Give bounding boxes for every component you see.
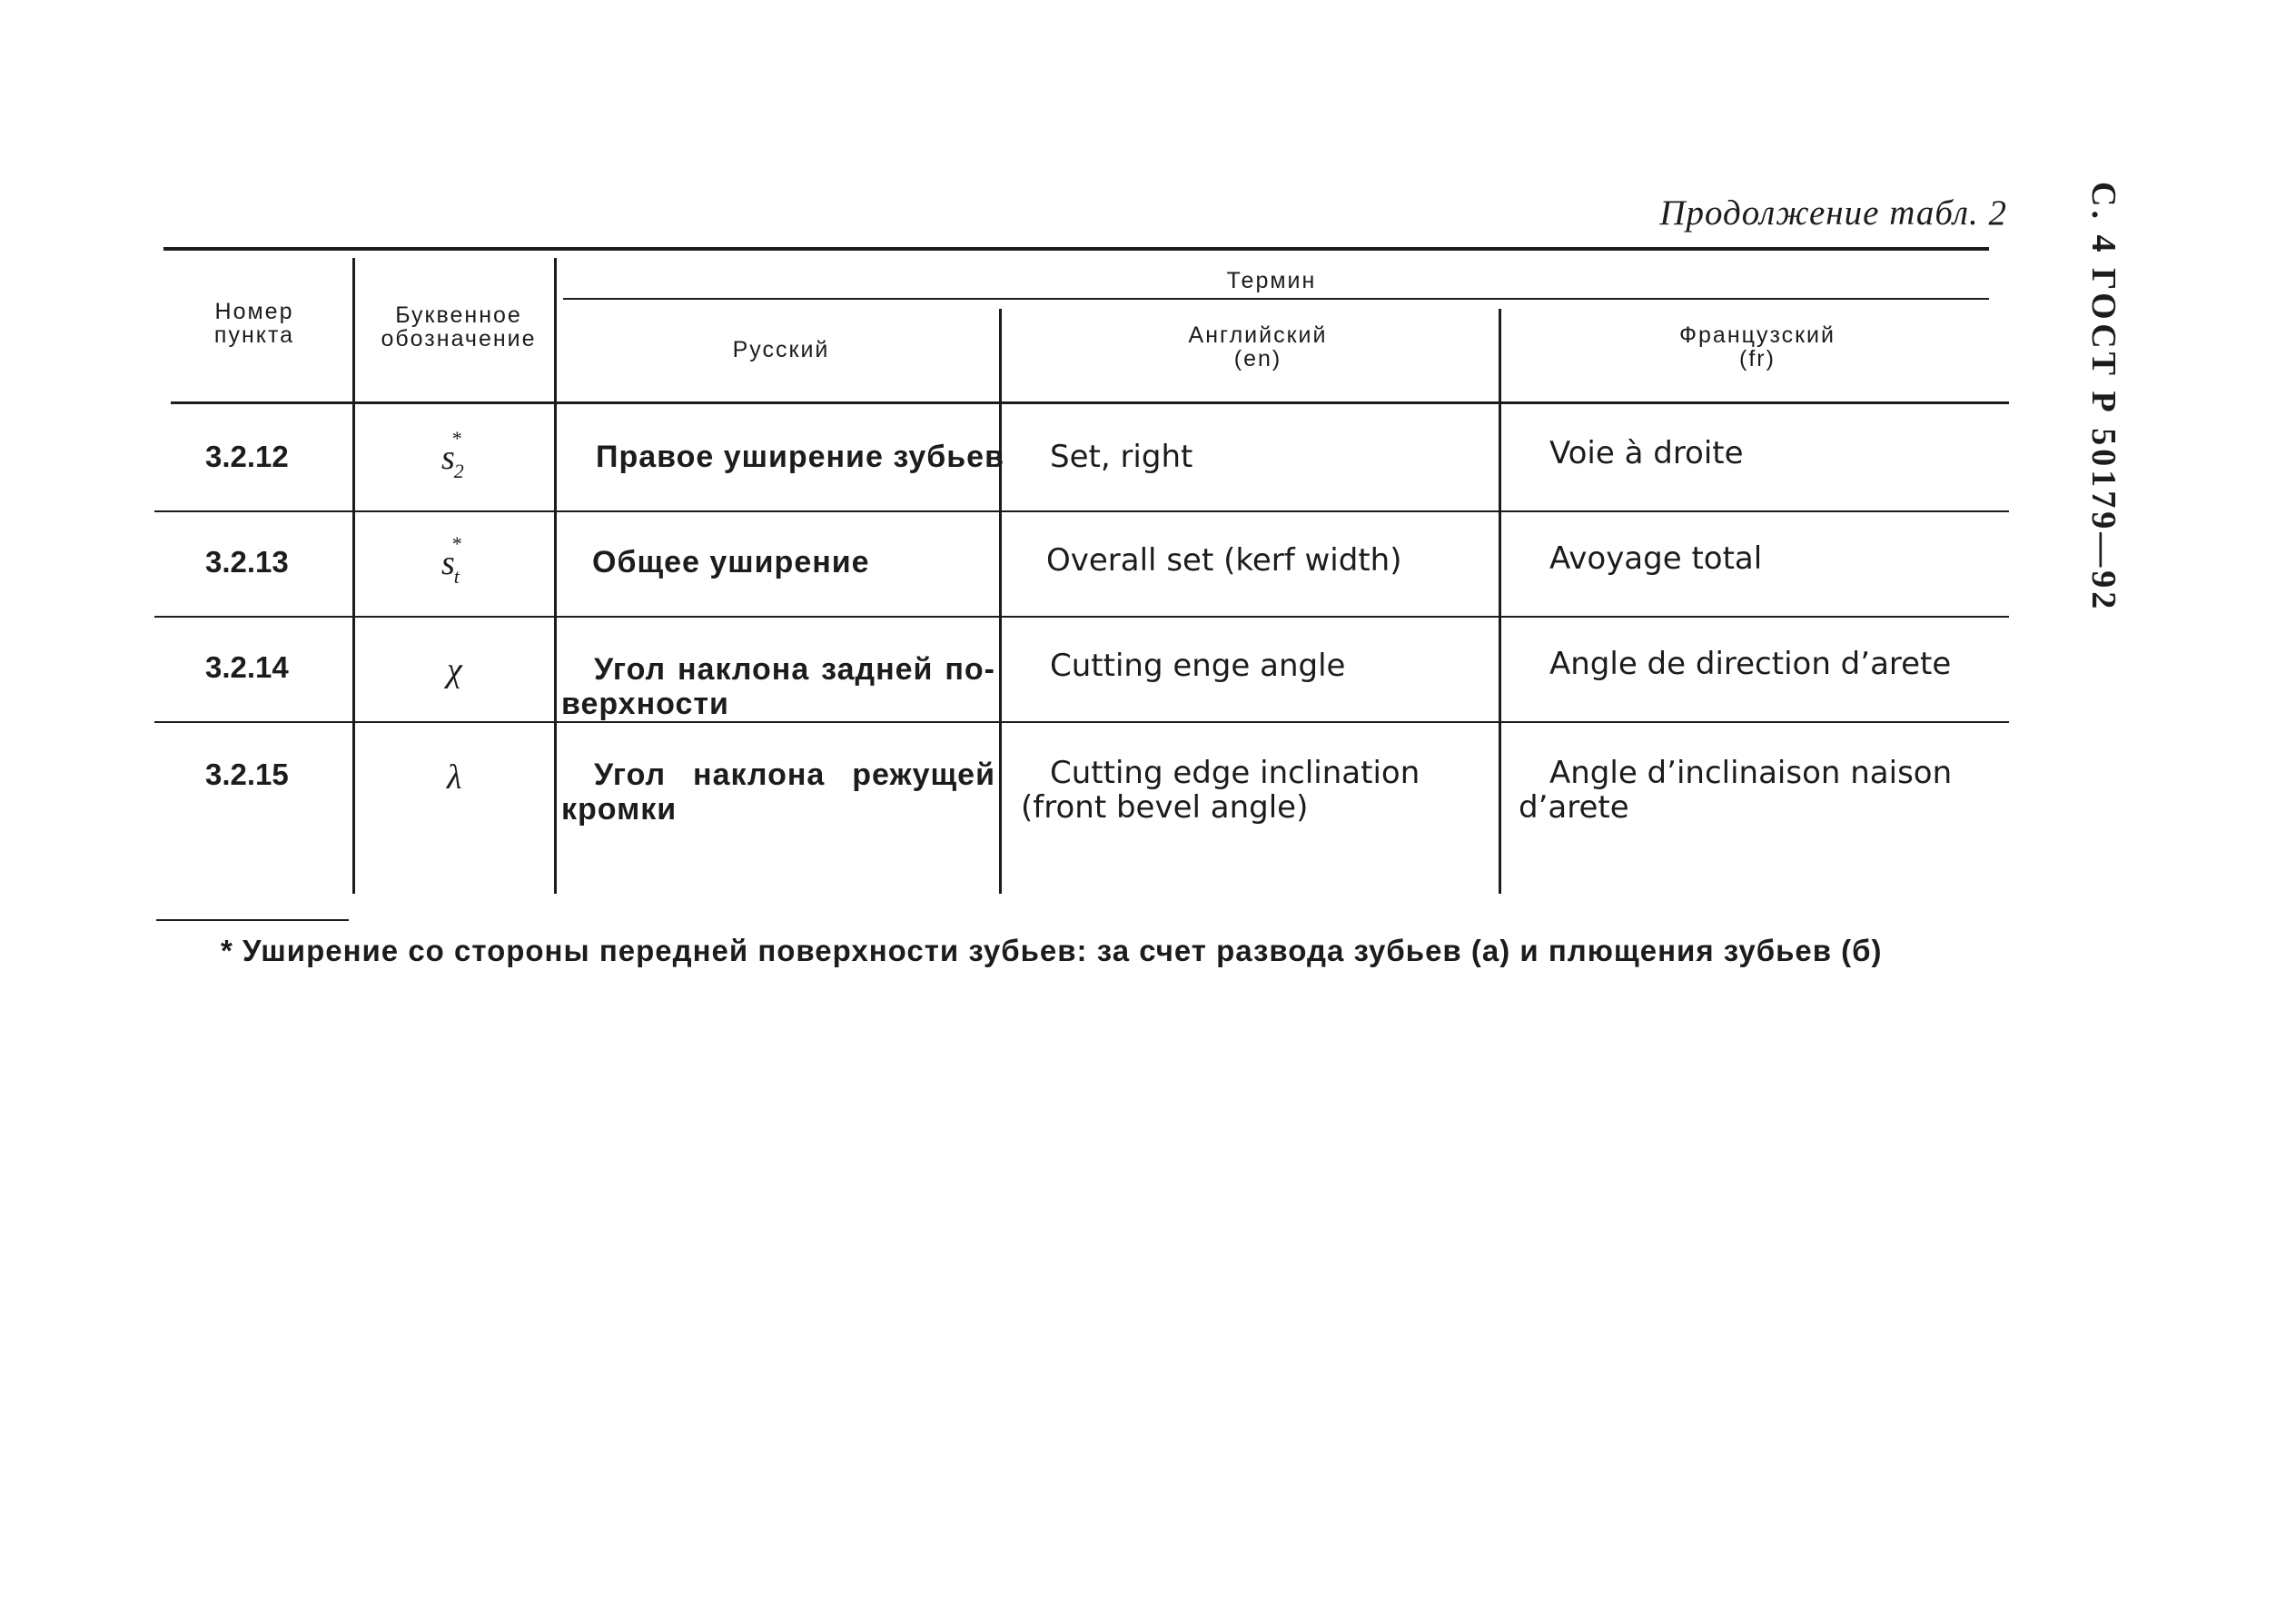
row-separator-2: [154, 616, 2009, 618]
row-3-number: 3.2.14: [205, 650, 289, 684]
row-1-russian: Правое уширение зубьев: [596, 440, 1004, 474]
row-2-french: Avoyage total: [1549, 540, 1763, 577]
row-2-russian: Общее уширение: [592, 545, 870, 579]
row-1-symbol: $s^*_2$: [441, 427, 464, 482]
header-item-number: Номер пункта: [213, 299, 295, 349]
row-4-english: Cutting edge inclination (front bevel angle): [1021, 755, 1420, 826]
header-english: Английский (en): [1188, 322, 1328, 372]
row-4-number: 3.2.15: [205, 758, 289, 791]
row-2-number: 3.2.13: [205, 545, 289, 579]
row-4-symbol: λ: [447, 758, 462, 797]
row-4-russian: Угол наклона режущей кромки: [561, 758, 995, 827]
table-continuation-caption: Продолжение табл. 2: [1659, 193, 2007, 233]
header-symbol: Буквенное обозначение: [381, 302, 537, 352]
header-french: Французский (fr): [1679, 322, 1836, 372]
header-bottom-rule: [171, 401, 2009, 404]
row-3-english: Cutting enge angle: [1050, 648, 1346, 684]
page-side-header: С. 4 ГОСТ Р 50179—92: [2084, 182, 2123, 613]
table-top-rule: [163, 247, 1989, 251]
row-4-french: Angle d’inclinaison naison d’arete: [1519, 755, 1953, 826]
table-footnote: * Уширение со стороны передней поверхности зубьев: за счет развода зубьев (а) и плющения зубьев (б): [221, 934, 1883, 967]
row-3-french: Angle de direction d’arete: [1549, 646, 1952, 682]
footnote-rule: [156, 919, 349, 921]
row-3-russian: Угол наклона задней по- верхности: [561, 652, 995, 721]
row-1-french: Voie à droite: [1549, 435, 1744, 471]
col-divider-4: [1499, 309, 1501, 894]
col-divider-1: [352, 258, 355, 894]
header-russian: Русский: [732, 337, 830, 362]
row-3-symbol: χ: [447, 651, 462, 689]
row-separator-3: [154, 721, 2009, 723]
row-separator-1: [154, 510, 2009, 512]
header-terms: Термин: [1226, 268, 1317, 293]
col-divider-2: [554, 258, 557, 894]
row-2-english: Overall set (kerf width): [1046, 542, 1402, 579]
terms-header-rule: [563, 298, 1989, 300]
row-1-english: Set, right: [1050, 439, 1193, 475]
row-1-number: 3.2.12: [205, 440, 289, 473]
col-divider-3: [999, 309, 1002, 894]
row-2-symbol: $s^*_t$: [441, 532, 461, 588]
